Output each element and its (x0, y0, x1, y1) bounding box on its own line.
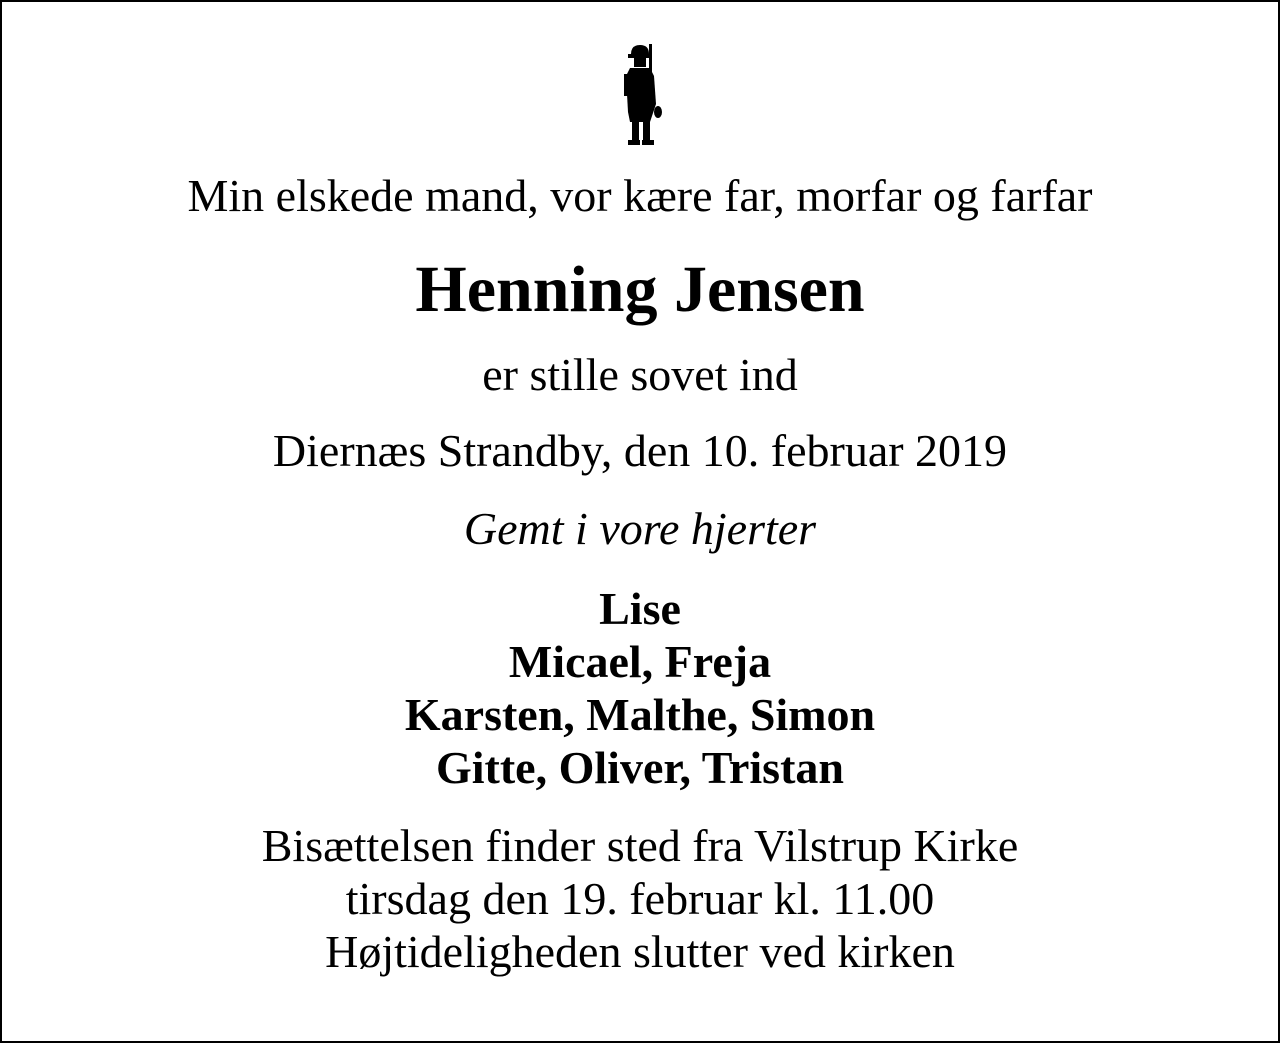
place-date-line: Diernæs Strandby, den 10. februar 2019 (272, 425, 1008, 476)
soldier-silhouette-icon (610, 42, 674, 148)
family-names (2, 582, 1278, 794)
family-name-line: Micael, Freja (508, 636, 772, 687)
deceased-name: Henning Jensen (415, 253, 865, 326)
motto-line: Gemt i vore hjerter (463, 503, 817, 554)
family-name-line: Lise (599, 583, 681, 634)
family-name-line: Karsten, Malthe, Simon (404, 689, 876, 740)
intro-line: Min elskede mand, vor kære far, morfar og farfar (187, 170, 1093, 221)
family-name-line: Gitte, Oliver, Tristan (435, 742, 844, 793)
service-line: Højtideligheden slutter ved kirken (325, 926, 955, 977)
service-line: tirsdag den 19. februar kl. 11.00 (345, 873, 935, 924)
service-details (2, 819, 1278, 978)
passed-away-line: er stille sovet ind (482, 349, 798, 400)
service-line: Bisættelsen finder sted fra Vilstrup Kirke (261, 820, 1019, 871)
